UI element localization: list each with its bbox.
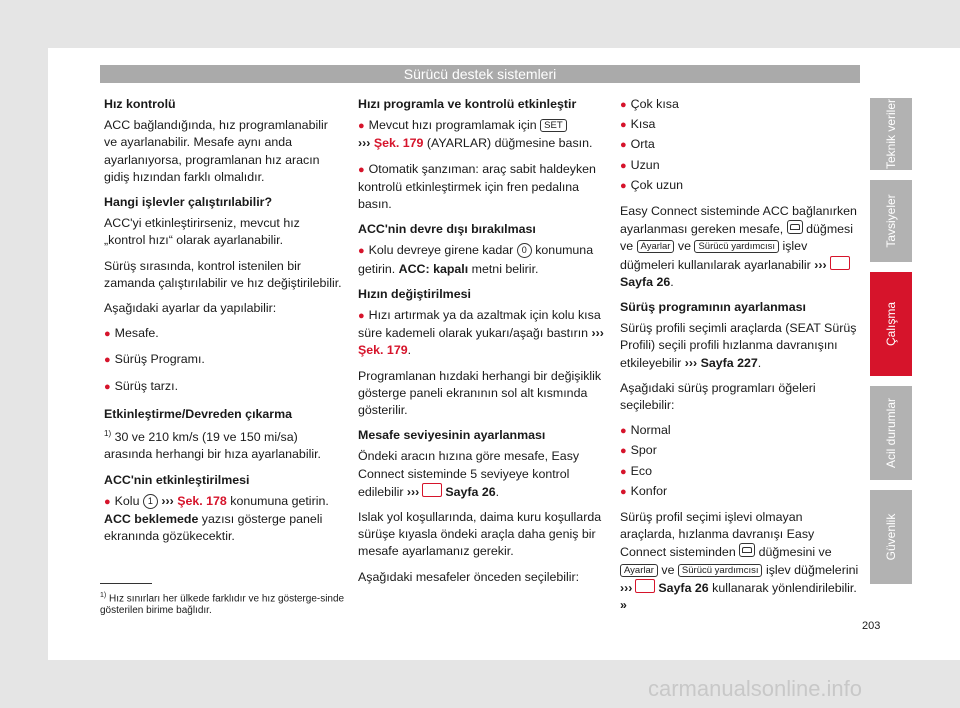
ref-arrow-icon: ››› — [161, 493, 174, 508]
paragraph: $^{1)}$ 30 ve 210 km/s (19 ve 150 mi/sa) arasında herhangi bir hıza ayarlanabilir. — [104, 429, 321, 462]
paragraph: Programlanan hızdaki herhangi bir değişiklik gösterge paneli ekranının sol alt kısmında gösterilir. — [358, 368, 602, 418]
figure-link[interactable]: Şek. 179 — [358, 343, 408, 358]
ref-arrow-icon: ››› — [814, 257, 827, 272]
bullet-icon: ● — [358, 120, 365, 133]
bullet-icon: ● — [358, 310, 365, 323]
paragraph: Aşağıdaki ayarlar da yapılabilir: — [104, 301, 277, 316]
paragraph: Sürüş profili seçimli araçlarda (SEAT Sürüş Profili) seçili profili hızlanma davranışını etkileyebilir ››› Sayfa 227. — [620, 321, 857, 370]
ref-arrow-icon: ››› — [358, 136, 371, 151]
heading-acc-deactivation: ACC'nin devre dışı bırakılması — [358, 222, 536, 237]
page-link[interactable]: Sayfa 26 — [445, 484, 496, 499]
page-number: 203 — [862, 620, 881, 632]
list-item: ● Orta — [620, 137, 655, 152]
heading-distance-level: Mesafe seviyesinin ayarlanması — [358, 428, 546, 443]
bullet-icon: ● — [104, 380, 111, 393]
bullet-icon: ● — [620, 119, 627, 132]
paragraph: Aşağıdaki sürüş programları öğeleri seçilebilir: — [620, 380, 816, 413]
list-item: ● Çok uzun — [620, 177, 684, 192]
settings-key-icon: Ayarlar — [620, 564, 658, 577]
book-icon — [635, 579, 655, 593]
ref-arrow-icon: ››› — [591, 326, 604, 341]
paragraph: ACC'yi etkinleştirirseniz, mevcut hız „kontrol hızı“ olarak ayarlanabilir. — [104, 216, 300, 248]
list-item: ● Normal — [620, 423, 671, 438]
column-1 — [104, 96, 344, 553]
heading-activation: Etkinleştirme/Devreden çıkarma — [104, 406, 293, 421]
ref-arrow-icon: ››› — [620, 580, 633, 595]
bullet-icon: ● — [620, 179, 627, 192]
page-link[interactable]: Sayfa 26 — [658, 580, 709, 595]
book-icon — [422, 483, 442, 497]
list-item: ● Mesafe. — [104, 326, 159, 341]
set-key-icon: SET — [540, 119, 566, 132]
bullet-icon: ● — [104, 354, 111, 367]
tab-technical-data[interactable]: Teknik veriler — [870, 98, 912, 170]
paragraph: Öndeki aracın hızına göre mesafe, Easy Connect sisteminde 5 seviyeye kontrol edilebilir ››› Sayfa 26. — [358, 449, 580, 499]
heading-functions: Hangi işlevler çalıştırılabilir? — [104, 195, 273, 210]
continue-arrow-icon: » — [620, 598, 627, 613]
lever-position-0: 0 — [517, 243, 532, 258]
bullet-icon: ● — [358, 245, 365, 258]
tab-operation[interactable]: Çalışma — [870, 272, 912, 376]
bullet-icon: ● — [358, 163, 365, 176]
paragraph: Easy Connect sisteminde ACC bağlanırken ayarlanması gereken mesafe, düğmesi ve Ayarlar ve Sürücü yardımcısı işlev düğmeleri kullanılarak ayarlanabilir ›››Sayfa 26. — [620, 204, 857, 289]
section-header: Sürücü destek sistemleri — [100, 65, 860, 83]
list-item: ● Sürüş Programı. — [104, 352, 205, 367]
page-link[interactable]: Sayfa 227 — [700, 355, 758, 370]
bullet-icon: ● — [104, 328, 111, 341]
list-item: ● Otomatik şanzıman: araç sabit haldeyken kontrolü etkinleştirmek için fren pedalına basın. — [358, 161, 596, 212]
figure-link[interactable]: Şek. 179 — [373, 136, 424, 151]
lever-position-1: 1 — [143, 494, 158, 509]
bullet-icon: ● — [620, 445, 627, 458]
car-button-icon — [787, 220, 803, 234]
tab-safety[interactable]: Güvenlik — [870, 490, 912, 584]
list-item: ● Kısa — [620, 117, 656, 132]
bullet-icon: ● — [620, 425, 627, 438]
bullet-icon: ● — [620, 159, 627, 172]
list-item: ● Uzun — [620, 157, 660, 172]
bullet-icon: ● — [104, 495, 111, 508]
list-item: ● Sürüş tarzı. — [104, 378, 179, 393]
list-item: ● Kolu 1 ››› Şek. 178 konumuna getirin. ACC beklemede yazısı gösterge paneli ekranında gözükecektir. — [104, 493, 329, 544]
paragraph: ACC bağlandığında, hız programlanabilir ve ayarlanabilir. Mesafe aynı anda ayarlanıyorsa, programlanan hız aracın gidiş hızından farklı olmalıdır. — [104, 118, 328, 184]
list-item: ● Eco — [620, 463, 653, 478]
book-icon — [830, 256, 850, 270]
bullet-icon: ● — [620, 465, 627, 478]
settings-key-icon: Ayarlar — [637, 240, 675, 253]
list-item: ● Mevcut hızı programlamak için SET ››› Şek. 179 (AYARLAR) düğmesine basın. — [358, 118, 593, 151]
driver-assist-key-icon: Sürücü yardımcısı — [694, 240, 779, 253]
heading-driving-program: Sürüş programının ayarlanması — [620, 300, 806, 315]
footnote: $^{1)}$ Hız sınırları her ülkede farklıdır ve hız gösterge-sinde gösterilen birime bağlıdır. — [100, 592, 345, 617]
column-3 — [620, 96, 860, 622]
page-link[interactable]: Sayfa 26 — [620, 274, 671, 289]
list-item: ● Kolu devreye girene kadar 0 konumuna getirin. ACC: kapalı metni belirir. — [358, 243, 594, 276]
heading-acc-activation: ACC'nin etkinleştirilmesi — [104, 472, 250, 487]
car-button-icon — [739, 543, 755, 557]
ref-arrow-icon: ››› — [406, 484, 420, 499]
paragraph: Aşağıdaki mesafeler önceden seçilebilir: — [358, 569, 580, 584]
list-item: ● Konfor — [620, 483, 668, 498]
ref-arrow-icon: ››› — [684, 355, 698, 370]
tab-tips[interactable]: Tavsiyeler — [870, 180, 912, 262]
figure-link[interactable]: Şek. 178 — [177, 493, 227, 508]
list-item: ● Çok kısa — [620, 97, 679, 111]
heading-program-speed: Hızı programla ve kontrolü etkinleştir — [358, 97, 577, 111]
watermark: carmanualsonline.info — [648, 676, 863, 701]
paragraph: Sürüş profil seçimi işlevi olmayan araçlarda, hızlanma davranışı Easy Connect sisteminden düğmesini ve Ayarlar ve Sürücü yardımcısı işlev düğmelerini ››› Sayfa 26 kullanarak yönlendirilebilir. » — [620, 510, 859, 613]
driver-assist-key-icon: Sürücü yardımcısı — [678, 564, 763, 577]
paragraph: Islak yol koşullarında, daima kuru koşullarda sürüşe kıyasla öndeki araçla daha geniş bir mesafe ayarlamanız gerekir. — [358, 510, 602, 559]
list-item: ● Hızı artırmak ya da azaltmak için kolu kısa süre kademeli olarak yukarı/aşağı bastırın ››› Şek. 179. — [358, 308, 604, 358]
heading-speed-change: Hızın değiştirilmesi — [358, 286, 471, 301]
list-item: ● Spor — [620, 443, 657, 458]
heading-speed-control: Hız kontrolü — [104, 97, 176, 111]
paragraph: Sürüş sırasında, kontrol istenilen bir zamanda çalıştırılabilir ve hız değiştirilebilir. — [104, 258, 342, 290]
bullet-icon: ● — [620, 485, 627, 498]
footnote-divider — [100, 583, 152, 584]
bullet-icon: ● — [620, 139, 627, 152]
tab-emergencies[interactable]: Acil durumlar — [870, 386, 912, 480]
column-2 — [358, 96, 606, 594]
bullet-icon: ● — [620, 99, 627, 111]
